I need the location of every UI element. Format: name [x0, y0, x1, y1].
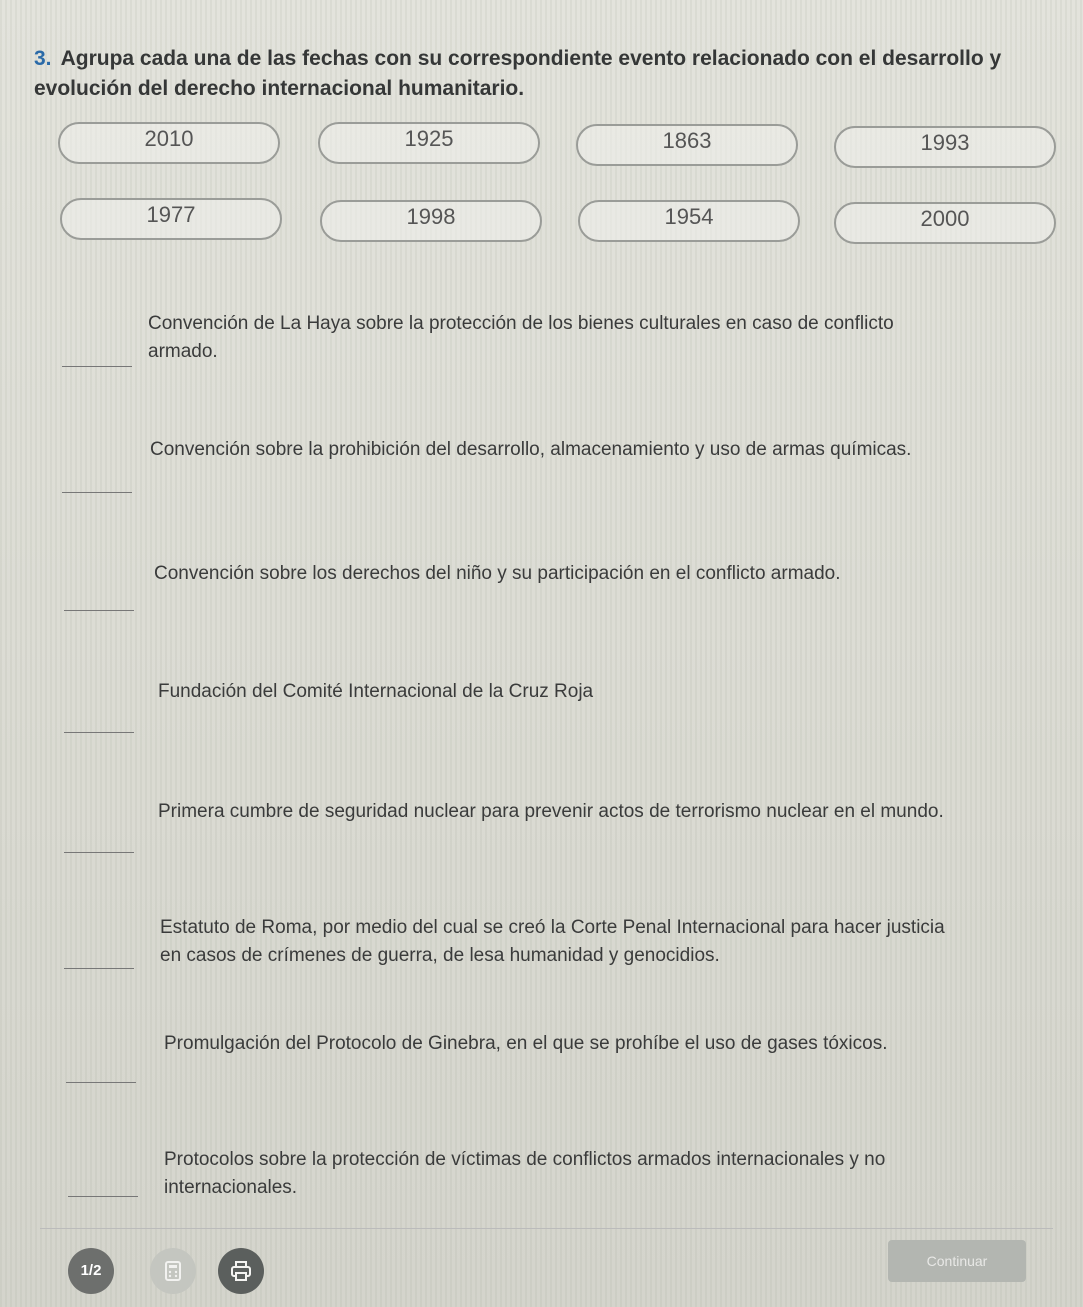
event-text: Protocolos sobre la protección de víctimas de conflictos armados internacionales y no internacionales. — [164, 1149, 886, 1198]
answer-blank[interactable] — [66, 1082, 136, 1083]
event-text: Promulgación del Protocolo de Ginebra, en el que se prohíbe el uso de gases tóxicos. — [164, 1033, 888, 1054]
answer-blank[interactable] — [64, 968, 134, 969]
answer-blank[interactable] — [62, 492, 132, 493]
event-text: Estatuto de Roma, por medio del cual se creó la Corte Penal Internacional para hacer justicia en casos de crímenes de guerra, de lesa humanidad y genocidios. — [160, 917, 945, 966]
answer-blank[interactable] — [64, 732, 134, 733]
year-chip[interactable]: 1977 — [60, 198, 282, 240]
question-text: Agrupa cada una de las fechas con su correspondiente evento relacionado con el desarrollo y evolución del derecho internacional humanitario. — [34, 47, 1002, 100]
answer-blank[interactable] — [64, 610, 134, 611]
answer-blank[interactable] — [64, 852, 134, 853]
continue-button[interactable]: Continuar — [888, 1240, 1026, 1282]
answer-blank[interactable] — [62, 366, 132, 367]
question-number: 3. — [34, 47, 52, 70]
event-text: Primera cumbre de seguridad nuclear para prevenir actos de terrorismo nuclear en el mundo. — [158, 801, 944, 822]
calculator-icon[interactable] — [150, 1248, 196, 1294]
question-prompt — [34, 44, 1064, 104]
year-chip[interactable]: 1954 — [578, 200, 800, 242]
year-chip[interactable]: 1993 — [834, 126, 1056, 168]
year-chip[interactable]: 1925 — [318, 122, 540, 164]
year-chip[interactable]: 1998 — [320, 200, 542, 242]
answer-blank[interactable] — [68, 1196, 138, 1197]
footer-divider — [40, 1228, 1053, 1229]
event-text: Convención de La Haya sobre la protección de los bienes culturales en caso de conflicto armado. — [148, 313, 894, 362]
event-text: Fundación del Comité Internacional de la Cruz Roja — [158, 681, 594, 702]
printer-icon[interactable] — [218, 1248, 264, 1294]
event-text: Convención sobre los derechos del niño y su participación en el conflicto armado. — [154, 563, 841, 584]
year-chip[interactable]: 2000 — [834, 202, 1056, 244]
year-chip[interactable]: 2010 — [58, 122, 280, 164]
year-chip[interactable]: 1863 — [576, 124, 798, 166]
page-indicator[interactable]: 1/2 — [68, 1248, 114, 1294]
event-text: Convención sobre la prohibición del desarrollo, almacenamiento y uso de armas químicas. — [150, 439, 912, 460]
